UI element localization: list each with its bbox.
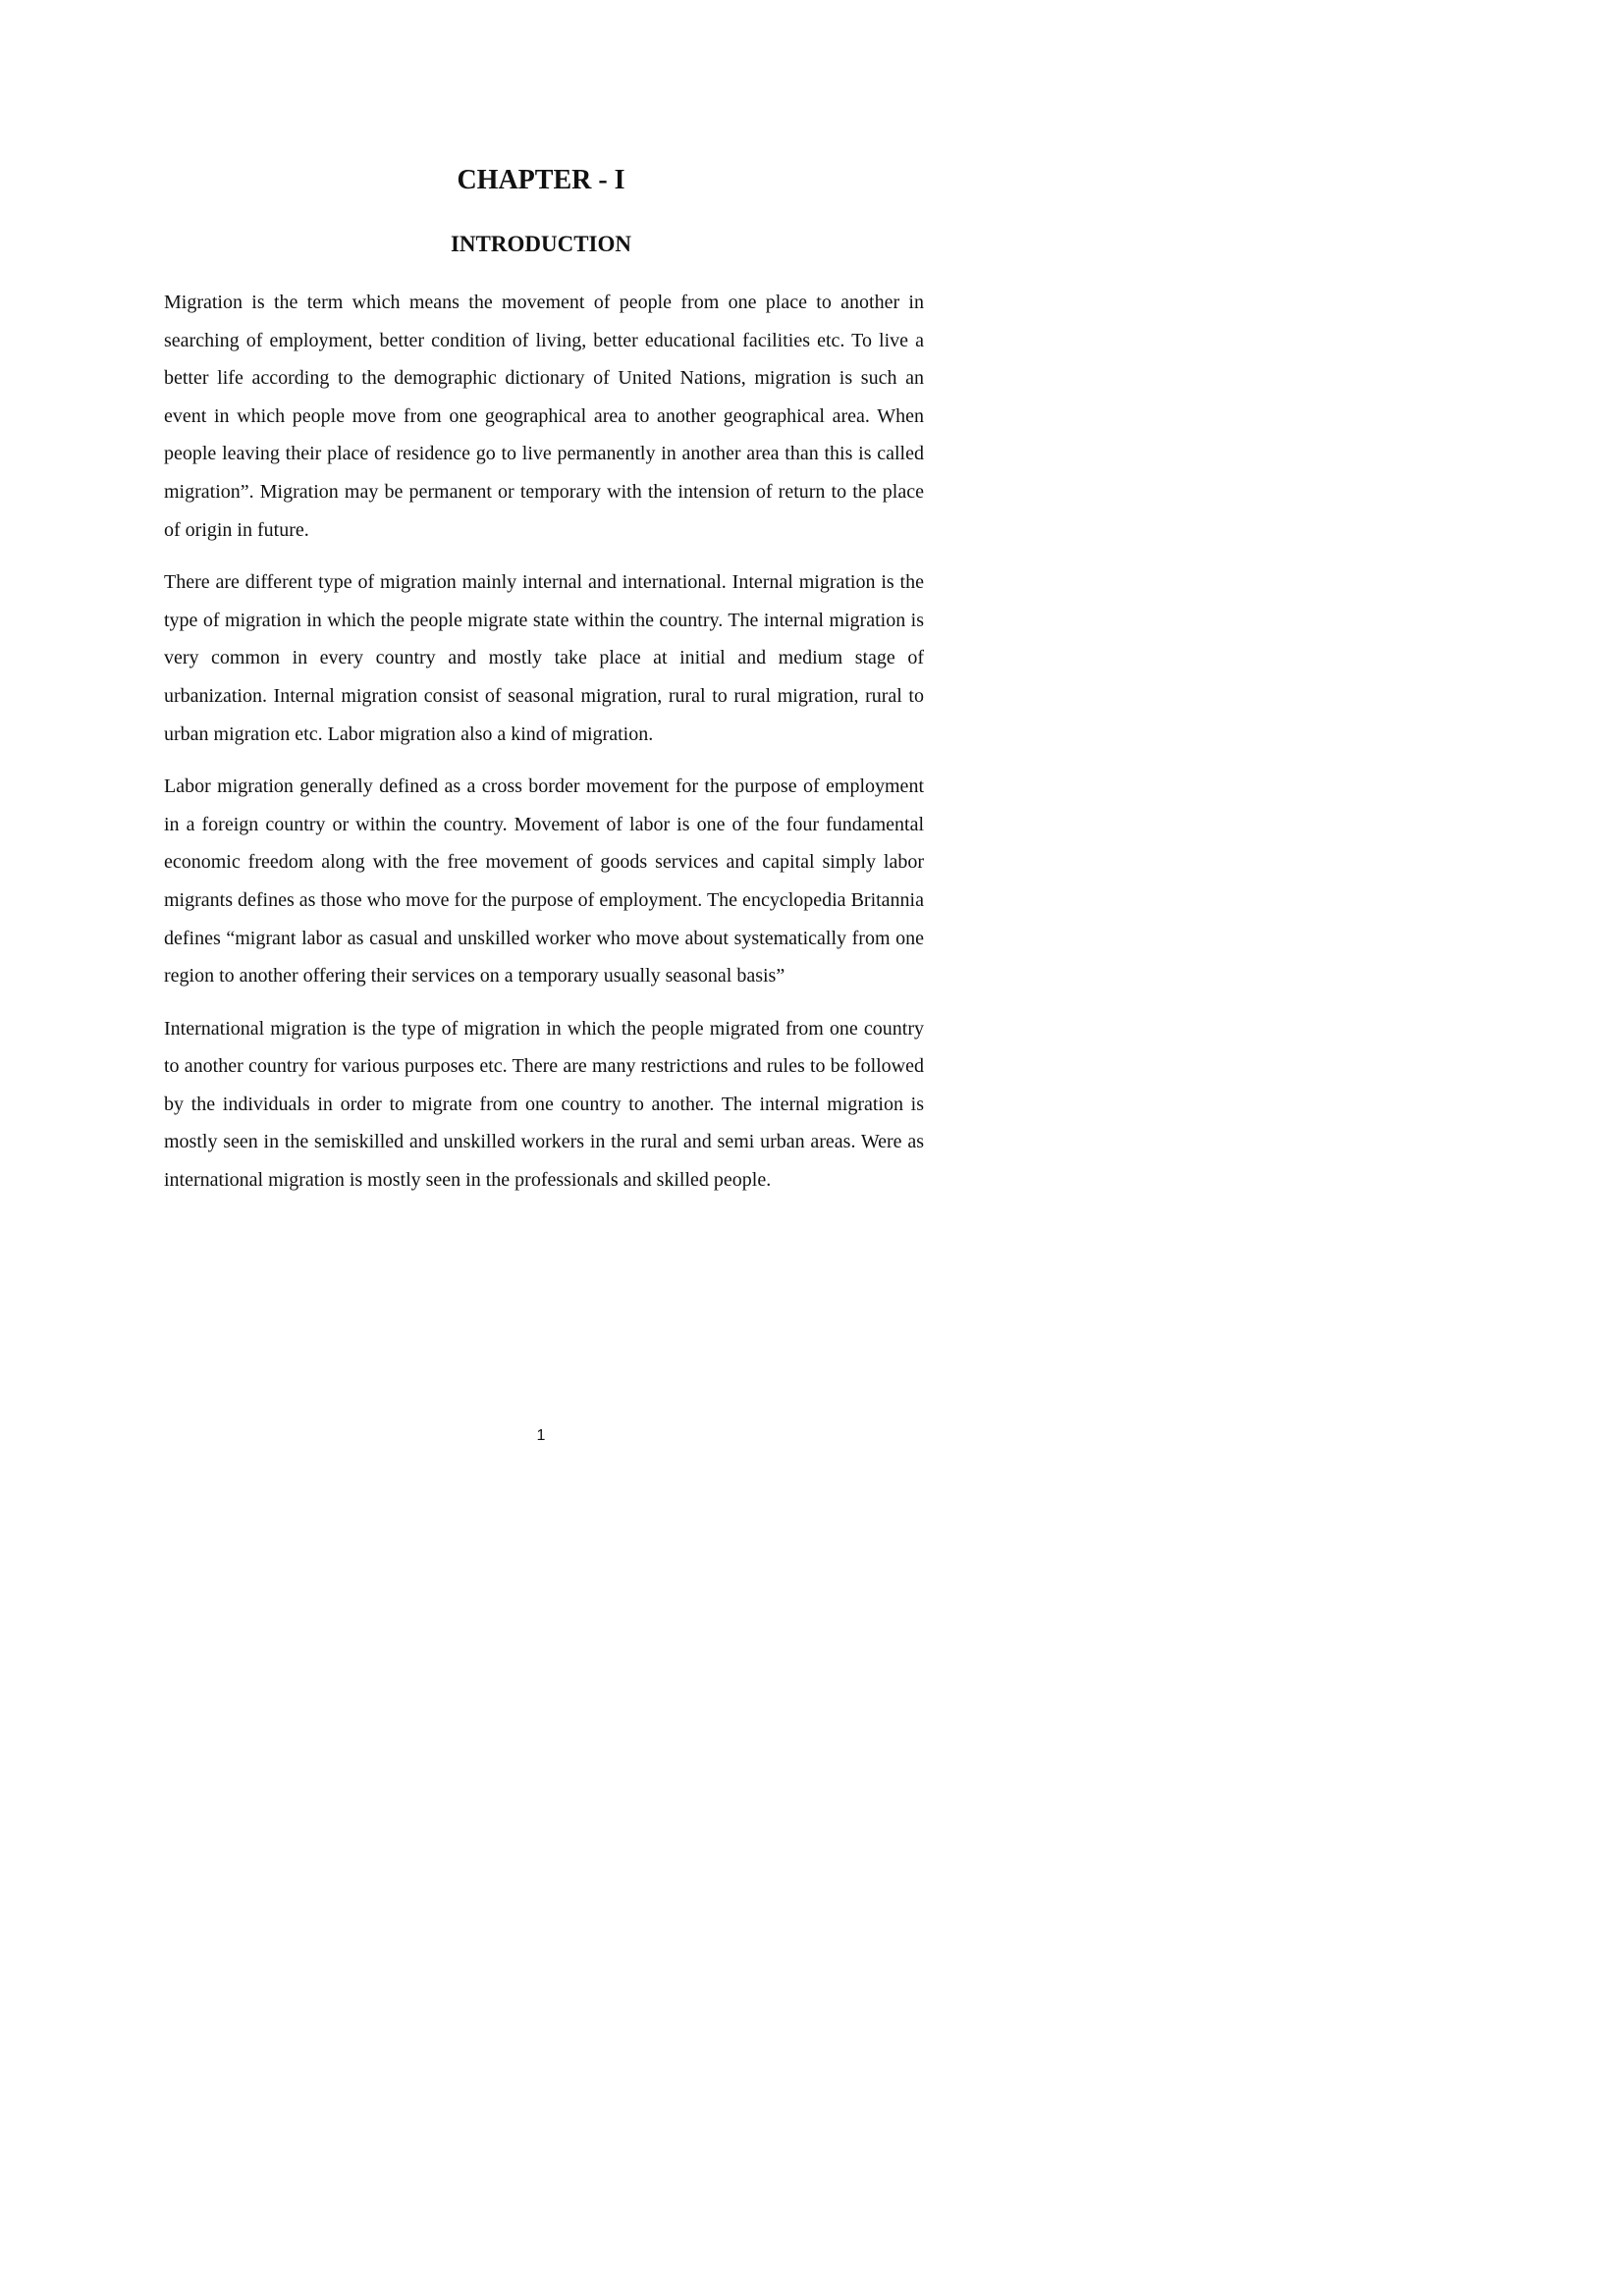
page-number: 1	[536, 1427, 546, 1444]
document-page	[0, 0, 1082, 1530]
body-text	[164, 284, 924, 1214]
paragraph-types: There are different type of migration mainly internal and international. Internal migration is the type of migration in which the people migrate state within the country. The internal migration is very common in every country and mostly take place at initial and medium stage of urbanization. Internal migration consist of seasonal migration, rural to rural migration, rural to urban migration etc. Labor migration also a kind of migration.	[164, 571, 924, 745]
paragraph-definition: Migration is the term which means the movement of people from one place to another in searching of employment, better condition of living, better educational facilities etc. To live a better life according to the demographic dictionary of United Nations, migration is such an event in which people move from one geographical area to another geographical area. When people leaving their place of residence go to live permanently in another area than this is called migration”. Migration may be permanent or temporary with the intension of return to the place of origin in future.	[164, 292, 924, 541]
paragraph-labor-migration: Labor migration generally defined as a cross border movement for the purpose of employment in a foreign country or within the country. Movement of labor is one of the four fundamental economic freedom along with the free movement of goods services and capital simply labor migrants defines as those who move for the purpose of employment. The encyclopedia Britannia defines “migrant labor as casual and unskilled worker who move about systematically from one region to another offering their services on a temporary usually seasonal basis”	[164, 775, 924, 988]
paragraph-international-migration: International migration is the type of migration in which the people migrated from one country to another country for various purposes etc. There are many restrictions and rules to be followed by the individuals in order to migrate from one country to another. The internal migration is mostly seen in the semiskilled and unskilled workers in the rural and semi urban areas. Were as international migration is mostly seen in the professionals and skilled people.	[164, 1017, 924, 1192]
chapter-heading: CHAPTER - I	[457, 165, 625, 195]
section-heading: INTRODUCTION	[450, 232, 632, 256]
